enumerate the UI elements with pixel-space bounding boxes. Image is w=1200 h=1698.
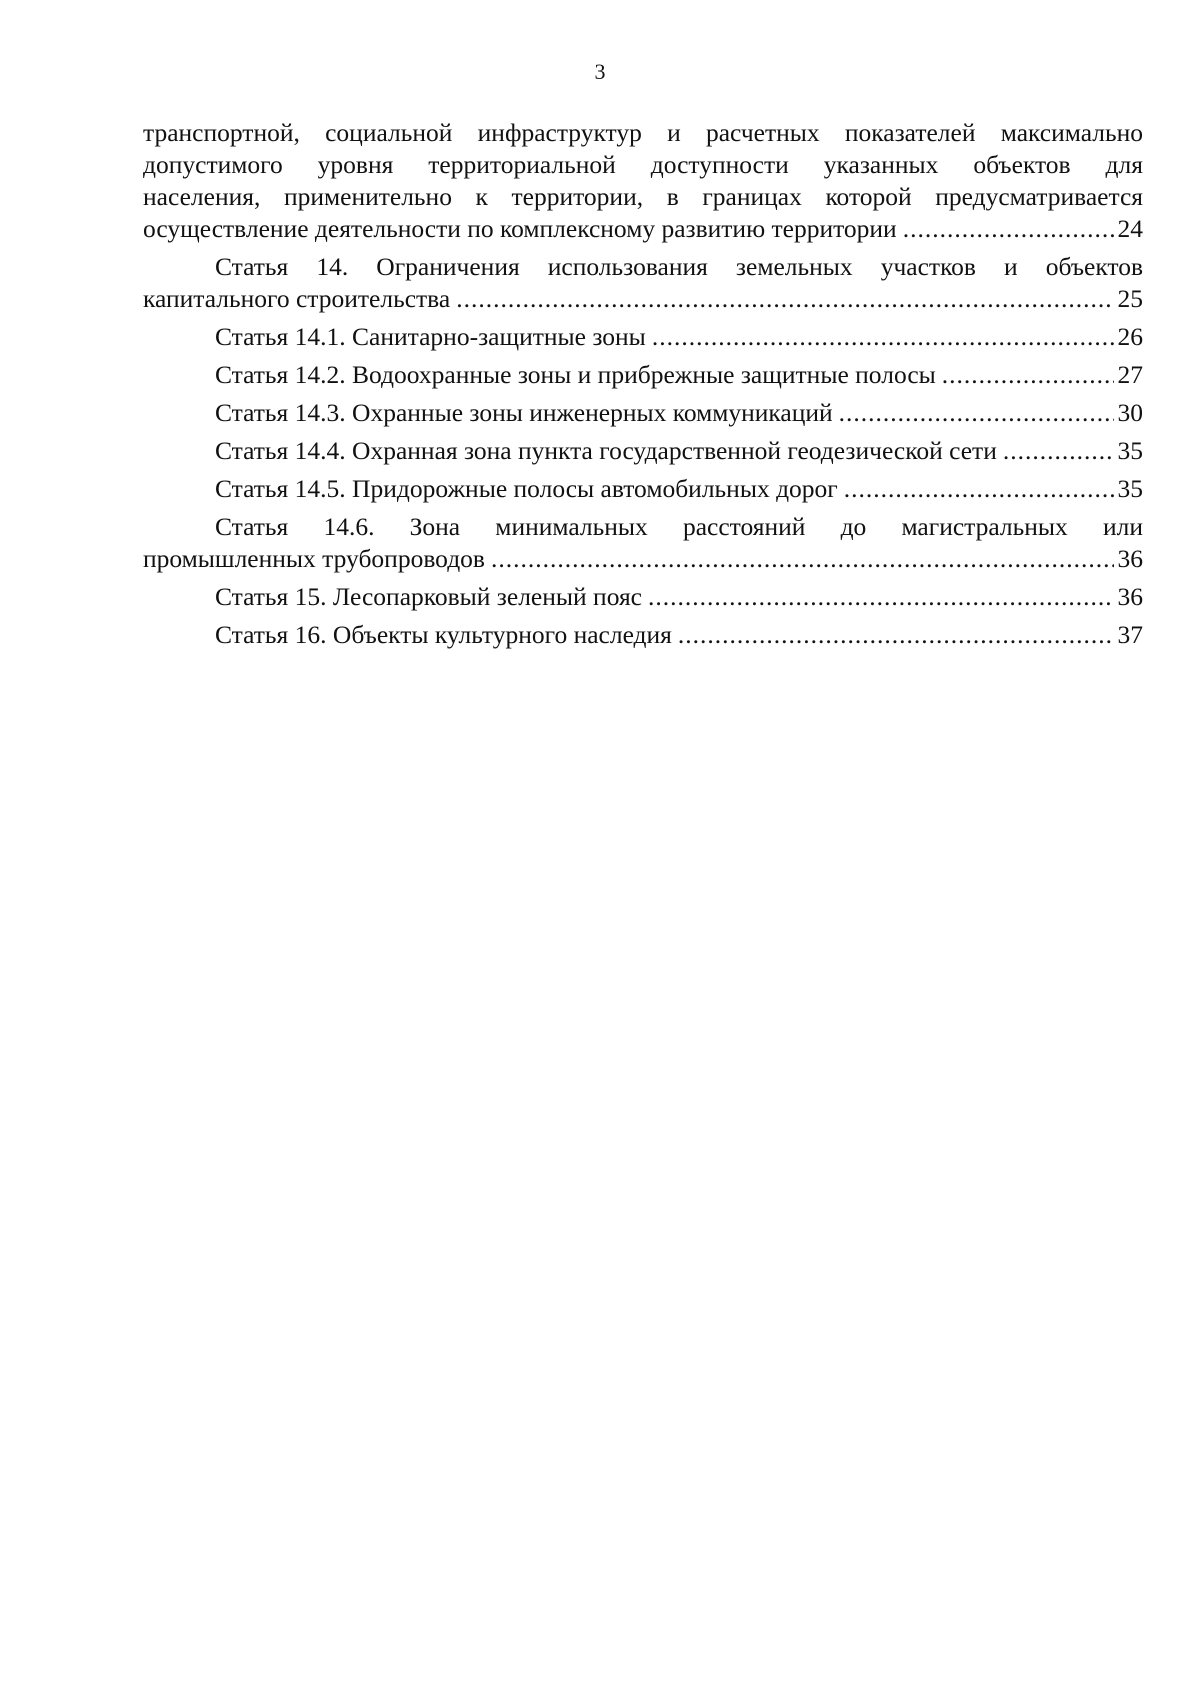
toc-entry-page-number: 36 <box>1117 582 1143 611</box>
toc-entry-line: Статья 14. Ограничения использования земельных участков и объектов <box>215 252 1143 281</box>
dot-leader <box>1003 435 1114 467</box>
toc-entry[interactable] <box>143 435 1143 467</box>
toc-entry-last-line <box>143 283 1143 315</box>
toc-entry[interactable] <box>143 397 1143 429</box>
toc-entry[interactable] <box>143 581 1143 613</box>
dot-leader <box>839 397 1114 429</box>
toc-entry-last-line <box>143 213 1143 245</box>
toc-entry-title: Статья 16. Объекты культурного наследия <box>215 620 672 649</box>
dot-leader <box>903 213 1114 245</box>
toc-entry-title: осуществление деятельности по комплексному развитию территории <box>143 214 897 243</box>
toc-entry-title: Статья 14.1. Санитарно-защитные зоны <box>215 322 646 351</box>
dot-leader <box>491 543 1114 575</box>
toc-entry-title: Статья 14.4. Охранная зона пункта государственной геодезической сети <box>215 436 997 465</box>
dot-leader <box>456 283 1113 315</box>
dot-leader <box>942 359 1114 391</box>
toc-entry-title: промышленных трубопроводов <box>143 544 485 573</box>
toc-entry-last-line <box>143 397 1143 429</box>
toc-entry-title: Статья 15. Лесопарковый зеленый пояс <box>215 582 643 611</box>
toc-entry-page-number: 35 <box>1117 436 1143 465</box>
table-of-contents <box>143 117 1143 657</box>
toc-entry[interactable] <box>143 117 1143 245</box>
toc-entry[interactable] <box>143 473 1143 505</box>
dot-leader <box>652 321 1114 353</box>
toc-entry-page-number: 35 <box>1117 474 1143 503</box>
toc-entry[interactable] <box>143 359 1143 391</box>
toc-entry-line: транспортной, социальной инфраструктур и расчетных показателей максимально <box>143 118 1143 147</box>
toc-entry-line: Статья 14.6. Зона минимальных расстояний до магистральных или <box>215 512 1143 541</box>
toc-entry-last-line <box>143 473 1143 505</box>
toc-entry-last-line <box>143 359 1143 391</box>
toc-entry-page-number: 25 <box>1117 284 1143 313</box>
toc-entry[interactable] <box>143 511 1143 575</box>
toc-entry-title: Статья 14.2. Водоохранные зоны и прибрежные защитные полосы <box>215 360 936 389</box>
toc-entry-title: Статья 14.3. Охранные зоны инженерных коммуникаций <box>215 398 833 427</box>
page-number: 3 <box>594 59 606 84</box>
toc-entry[interactable] <box>143 619 1143 651</box>
toc-entry-page-number: 26 <box>1117 322 1143 351</box>
dot-leader <box>678 619 1114 651</box>
toc-entry-title: капитального строительства <box>143 284 451 313</box>
toc-entry-last-line <box>143 619 1143 651</box>
toc-entry-page-number: 37 <box>1117 620 1143 649</box>
toc-entry-last-line <box>143 543 1143 575</box>
dot-leader <box>648 581 1113 613</box>
toc-entry-last-line <box>143 581 1143 613</box>
toc-entry-page-number: 24 <box>1117 214 1143 243</box>
toc-entry-last-line <box>143 435 1143 467</box>
toc-entry-line: допустимого уровня территориальной доступности указанных объектов для <box>143 150 1143 179</box>
toc-entry-page-number: 27 <box>1117 360 1143 389</box>
toc-entry[interactable] <box>143 251 1143 315</box>
toc-entry-page-number: 30 <box>1117 398 1143 427</box>
toc-entry-page-number: 36 <box>1117 544 1143 573</box>
toc-entry[interactable] <box>143 321 1143 353</box>
toc-entry-line: населения, применительно к территории, в границах которой предусматривается <box>143 182 1143 211</box>
dot-leader <box>844 473 1114 505</box>
toc-entry-last-line <box>143 321 1143 353</box>
toc-entry-title: Статья 14.5. Придорожные полосы автомобильных дорог <box>215 474 838 503</box>
